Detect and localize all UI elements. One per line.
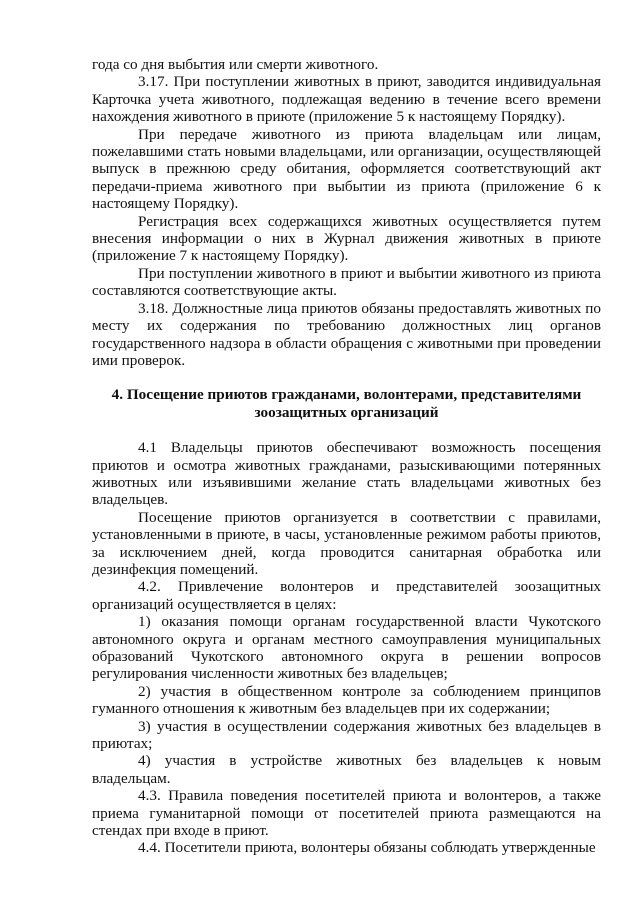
list-item-1: 1) оказания помощи органам государственной власти Чукотского автономного округа и органам местного самоуправления муниципальных образований Чукотского автономного округа в решении вопросов регулирования численности животных без владельцев; [92, 613, 601, 683]
paragraph-4-2: 4.2. Привлечение волонтеров и представителей зоозащитных организаций осуществляется в целях: [92, 578, 601, 613]
section-heading: 4. Посещение приютов гражданами, волонтерами, представителями зоозащитных организаций [111, 386, 582, 421]
paragraph-3-18: 3.18. Должностные лица приютов обязаны предоставлять животных по месту их содержания по требованию должностных лиц органов государственного надзора в области обращения с животными при проведении ими проверок. [92, 299, 601, 369]
paragraph-4-1: 4.1 Владельцы приютов обеспечивают возможность посещения приютов и осмотра животных гражданами, разыскивающими потерянных животных или изъявившими желание стать владельцами животных без владельцев. [92, 439, 601, 509]
list-item-4: 4) участия в устройстве животных без владельцев к новым владельцам. [92, 752, 601, 787]
document-page [92, 56, 601, 857]
paragraph-registration: Регистрация всех содержащихся животных осуществляется путем внесения информации о них в Журнал движения животных в приюте (приложение 7 к настоящему Порядку). [92, 212, 601, 265]
paragraph-continuation: года со дня выбытия или смерти животного. [92, 56, 379, 73]
list-item-3: 3) участия в осуществлении содержания животных без владельцев в приютах; [92, 717, 601, 753]
paragraph-transfer: При передаче животного из приюта владельцам или лицам, пожелавшими стать новыми владельцами, или организации, осуществляющей выпуск в прежнюю среду обитания, оформляется соответствующий акт передачи-приема животного при выбытии из приюта (приложение 6 к настоящему Порядку). [92, 125, 601, 213]
paragraph-4-4: 4.4. Посетители приюта, волонтеры обязаны соблюдать утвержденные [138, 839, 596, 857]
paragraph-3-17: 3.17. При поступлении животных в приют, заводится индивидуальная Карточка учета животного, подлежащая ведению в течение всего времени нахождения животного в приюте (приложение 5 к настоящему Порядку). [92, 73, 601, 126]
paragraph-acts: При поступлении животного в приют и выбытии животного из приюта составляются соответствующие акты. [92, 264, 601, 300]
paragraph-visiting: Посещение приютов организуется в соответствии с правилами, установленными в приюте, в часы, установленные режимом работы приютов, за исключением дней, когда проводится санитарная обработка или дезинфекция помещений. [92, 508, 601, 578]
paragraph-4-3: 4.3. Правила поведения посетителей приюта и волонтеров, а также приема гуманитарной помощи от посетителей приюта размещаются на стендах при входе в приют. [92, 787, 601, 840]
list-item-2: 2) участия в общественном контроле за соблюдением принципов гуманного отношения к животным без владельцев при их содержании; [92, 682, 601, 718]
